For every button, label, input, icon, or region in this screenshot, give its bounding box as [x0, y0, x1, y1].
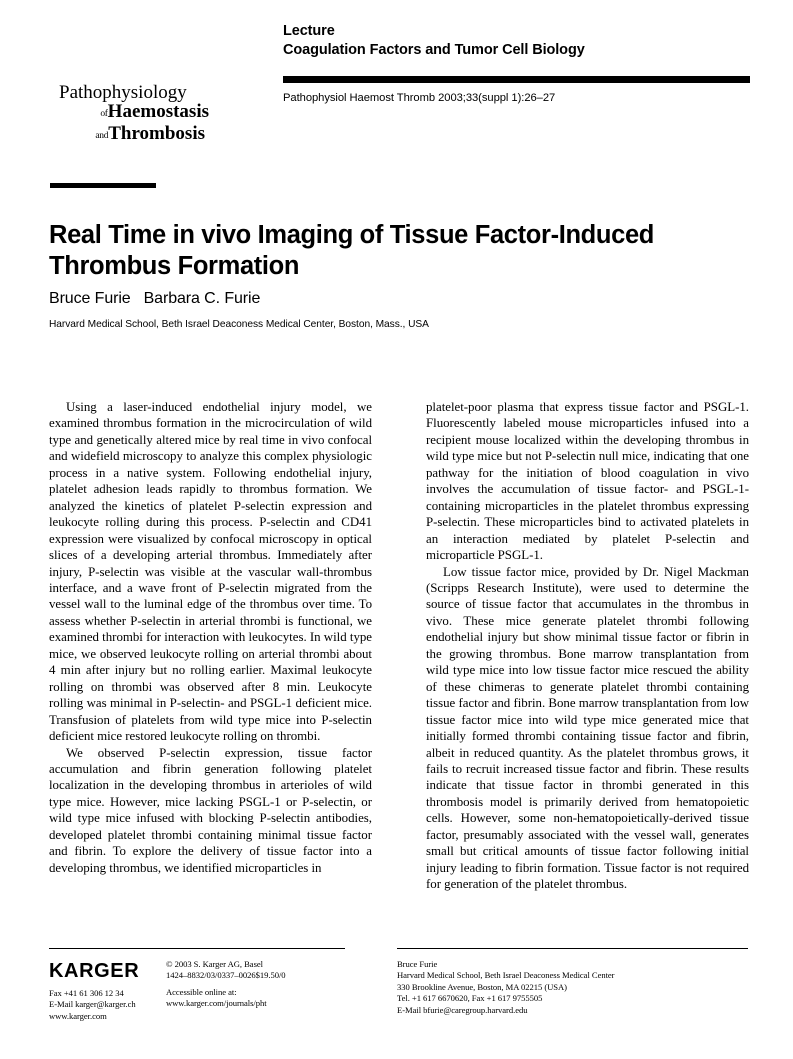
- masthead-thrombosis-text: Thrombosis: [108, 123, 205, 144]
- page-header: [0, 0, 793, 175]
- page-footer: [0, 948, 793, 1058]
- paragraph: Low tissue factor mice, provided by Dr. Nigel Mackman (Scripps Research Institute), were used to determine the source of tissue factor that accumulates in the thrombus in vivo. These mice generate platelet thrombi following endothelial injury but show minimal tissue factor or fibrin in the growing thrombus. Bone marrow transplantation from wild type mice into low tissue factor mice rescued the ability of these chimeras to generate platelet thrombi containing tissue factor and fibrin. Bone marrow transplantation from low tissue factor mice into wild type mice generated mice that initially formed thrombi containing tissue factor and fibrin, albeit in reduced quantity. As the platelet thrombus grows, it fails to recruit increased tissue factor and fibrin. These results indicate that tissue factor in thrombi generated in this thrombosis model is primarily derived from hematopoietic cells. However, some non-hematopoietically-derived tissue factor, presumably associated with the vessel wall, generates small but critical amounts of tissue factor following initial injury leading to fibrin formation. Tissue factor is not required for generation of the platelet thrombus.: [426, 564, 749, 892]
- karger-publisher-logo: KARGER: [49, 960, 140, 982]
- lecture-kicker: Lecture: [283, 23, 335, 39]
- masthead-word-and: and: [95, 131, 109, 141]
- masthead-haemostasis-text: Haemostasis: [107, 101, 209, 122]
- paragraph: Using a laser-induced endothelial injury model, we examined thrombus formation in the microcirculation of wild type and genetically altered mice by real time in vivo confocal and widefield microscopy to analyze this complex physiologic process in a native system. Following endothelial injury, platelet adhesion leads rapidly to thrombus formation. We analyzed the kinetics of platelet P-selectin expression and leukocyte rolling during this process. P-selectin and CD41 expression were visualized by confocal microscopy in optical slices of a developing arterial thrombus. Immediately after injury, P-selectin was visible at the vascular wall-thrombus interface, and a wave front of P-selectin migrated from the vessel wall to the luminal edge of the thrombus over time. To assess whether P-selectin in arterial thrombi is functional, we examined thrombi for interaction with leukocytes. In wild type mice, we observed leukocyte rolling on arterial thrombi about 4 min after injury but no rolling earlier. Maximal leukocyte rolling on thrombi was observed after 8 min. Leukocyte rolling was minimal in P-selectin- and PSGL-1 deficient mice. Transfusion of platelets from wild type mice into P-selectin deficient mice restored leukocyte rolling on thrombi.: [49, 400, 372, 744]
- header-divider-rule: [283, 76, 750, 83]
- online-access-url[interactable]: www.karger.com/journals/pht: [166, 998, 267, 1009]
- lecture-heading: [283, 22, 753, 60]
- correspondence-name: Bruce Furie: [397, 959, 438, 969]
- correspondence-phone: Tel. +1 617 6670620, Fax +1 617 9755505: [397, 993, 543, 1004]
- paragraph: platelet-poor plasma that express tissue factor and PSGL-1. Fluorescently labeled mouse microparticles infused into a recipient mouse localized within the developing thrombus in wild type mice but not P-selectin null mice, indicating that one pathway for the initiation of blood coagulation in vivo involves the accumulation of tissue factor- and PSGL-1-containing microparticles in the platelet thrombus expressing P-selectin. These microparticles bind to activated platelets in an interaction mediated by platelet P-selectin and microparticle PSGL-1.: [426, 400, 749, 563]
- correspondence-email[interactable]: E-Mail bfurie@caregroup.harvard.edu: [397, 1004, 528, 1015]
- correspondence-block: [397, 959, 615, 1016]
- copyright-block: [166, 959, 286, 982]
- publisher-contact-block: [49, 988, 136, 1022]
- online-access-block: [166, 987, 267, 1010]
- author-name-primary: Bruce Furie: [49, 290, 131, 307]
- footer-divider-left: [49, 948, 345, 949]
- body-column-left: [49, 399, 372, 929]
- author-list: [49, 290, 260, 308]
- journal-masthead-logo: [57, 83, 237, 146]
- journal-citation: Pathophysiol Haemost Thromb 2003;33(suppl 1):26–27: [283, 92, 556, 104]
- correspondence-address: 330 Brookline Avenue, Boston, MA 02215 (USA): [397, 981, 567, 992]
- title-accent-rule: [50, 183, 156, 188]
- issn-doi-line: 1424–8832/03/0337–0026$19.50/0: [166, 970, 286, 981]
- correspondence-institution: Harvard Medical School, Beth Israel Deaconess Medical Center: [397, 970, 615, 981]
- masthead-line-thrombosis: [57, 124, 237, 146]
- masthead-word-of: of: [100, 109, 108, 119]
- paragraph: We observed P-selectin expression, tissue factor accumulation and fibrin generation following platelet localization in the developing thrombus in arterioles of wild type mice. However, mice lacking PSGL-1 or P-selectin, or wild type mice infused with blocking P-selectin antibodies, developed platelet thrombi containing minimal tissue factor and fibrin. To explore the delivery of tissue factor into a developing thrombus, we identified microparticles in: [49, 745, 372, 875]
- online-access-label: Accessible online at:: [166, 987, 237, 997]
- lecture-section-title: Coagulation Factors and Tumor Cell Biology: [283, 42, 585, 58]
- publisher-website[interactable]: www.karger.com: [49, 1010, 107, 1021]
- masthead-line-haemostasis: [57, 102, 237, 124]
- publisher-email[interactable]: E-Mail karger@karger.ch: [49, 999, 136, 1010]
- publisher-fax: Fax +41 61 306 12 34: [49, 988, 124, 998]
- article-body: [49, 399, 749, 929]
- body-column-right: [426, 399, 749, 929]
- author-name-secondary: Barbara C. Furie: [143, 290, 261, 307]
- copyright-line: © 2003 S. Karger AG, Basel: [166, 959, 263, 969]
- masthead-line-pathophysiology: Pathophysiology: [59, 82, 187, 103]
- article-title: Real Time in vivo Imaging of Tissue Factor-Induced Thrombus Formation: [49, 221, 655, 281]
- author-affiliation: Harvard Medical School, Beth Israel Deaconess Medical Center, Boston, Mass., USA: [49, 319, 429, 330]
- footer-divider-right: [397, 948, 748, 949]
